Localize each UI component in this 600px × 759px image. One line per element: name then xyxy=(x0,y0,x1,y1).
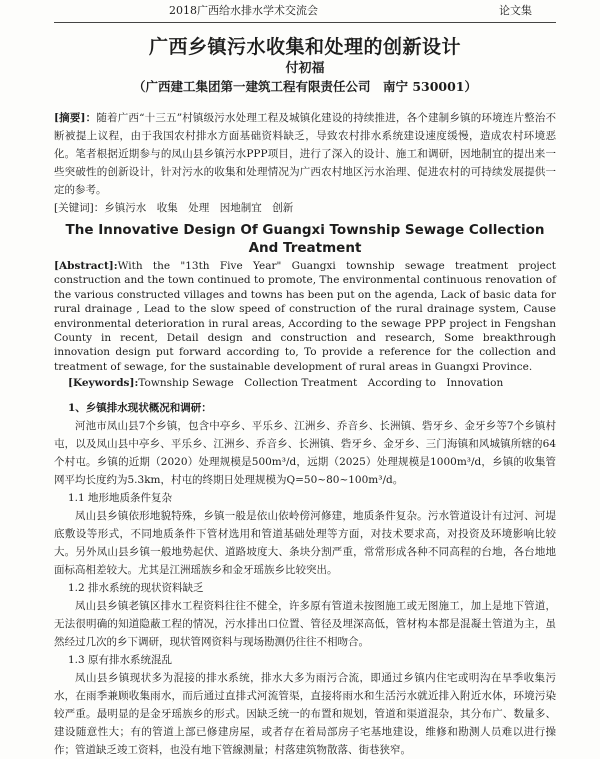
keywords-cn-text: 乡镇污水 收集 处理 因地制宜 创新 xyxy=(104,202,294,214)
keywords-en xyxy=(54,376,556,390)
paper-title: 广西乡镇污水收集和处理的创新设计 xyxy=(148,36,461,58)
author: 付初福 xyxy=(285,61,325,76)
affiliation: （广西建工集团第一建筑工程有限责任公司 南宁 530001） xyxy=(132,79,478,94)
running-header xyxy=(54,0,556,23)
section-1-3-heading: 1.3 原有排水系统混乱 xyxy=(68,653,173,666)
keywords-cn-label: [关键词]： xyxy=(54,202,105,214)
abstract-en-label: [Abstract]: xyxy=(54,260,118,272)
section-1-3-paragraph: 凤山县乡镇现状多为混接的排水系统，排水大多为雨污合流，即通过乡镇内住宅或明沟在旱季收集污水，在雨季兼顾收集雨水，而后通过直排式河流管渠，直接将雨水和生活污水就近排入附近水体，环境污染较严重。最明显的是金牙瑶族乡的形式。因缺乏统一的布置和规划，管道和渠道混杂，其分布广、数量多、建设随意性大；有的管道上部已修建房屋，或者存在着局部房子宅基地建设，维修和勘测人员难以进行操作；管道缺乏竣工资料，也没有地下管線测量；村落建筑物散落、街巷狭窄。 xyxy=(54,671,556,756)
section-1-2-heading: 1.2 排水系统的现状资料缺乏 xyxy=(68,581,204,594)
section-1-1-paragraph: 凤山县乡镇依形地貌特殊，乡镇一般是依山依岭傍河修建，地质条件复杂。污水管道设计有过河、河堤底敷设等形式，不同地质条件下管材选用和管道基础处理等方面，对技术要求高，对投资及环境影响比较大。另外凤山县乡镇一般地势起伏、道路坡度大、条块分割严重，常常形成各种不同高程的台地，各台地地面标高相差较大。尤其是江洲瑶族乡和金牙瑶族乡比较突出。 xyxy=(54,509,556,576)
running-header-left: 2018广西给水排水学术交流会 xyxy=(169,4,318,17)
abstract-cn-label: [摘要]： xyxy=(54,112,97,124)
section-1-1-heading: 1.1 地形地质条件复杂 xyxy=(68,491,173,504)
section-1-2-paragraph: 凤山县乡镇老镇区排水工程资料往往不健全，许多原有管道未按图施工或无图施工，加上是地下管道，无法很明确的知道隐蔽工程的情况，污水排出口位置、管径及埋深高低，管材构本都是混凝土管道为主，虽然经过几次的乡下调研，现状管网资料与现场勘测仍往往不相吻合。 xyxy=(54,599,556,648)
keywords-en-label: [Keywords]: xyxy=(68,377,139,390)
section-1-heading: 1、乡镇排水现状概况和调研： xyxy=(68,401,212,414)
abstract-en xyxy=(54,259,556,374)
paper-title-en: The Innovative Design Of Guangxi Township Sewage Collection And Treatment xyxy=(65,222,545,256)
abstract-en-text: With the "13th Five Year" Guangxi township sewage treatment project construction and the town continued to promote, The environmental continuous renovation of the various constructed villages and towns has been put on the agenda, Lack of basic data for rural drainage , Lead to the slow speed of construction of the rural drainage system, Cause environmental deterioration in rural areas, According to the sewage PPP project in Fengshan County in recent, Detail design and construction and research, Some breakthrough innovation design put forward according to, To provide a reference for the collection and treatment of sewage, for the sustainable development of rural areas in Guangxi Province. xyxy=(54,260,556,373)
keywords-cn xyxy=(54,199,556,217)
section-1-paragraph: 河池市凤山县7个乡镇，包含中亭乡、平乐乡、江洲乡、乔音乡、长洲镇、砦牙乡、金牙乡等7个乡镇村屯，以及凤山县中亭乡、平乐乡、江洲乡、乔音乡、长洲镇、砦牙乡、金牙乡、三门海镇和风城镇所辖的64个村屯。乡镇的近期（2020）处理规模是500m³/d，远期（2025）处理规模是1000m³/d，乡镇的收集管网平均长度约为5.3km，村屯的终期日处理规模为Q=50~80~100m³/d。 xyxy=(54,419,556,486)
running-header-right: 论文集 xyxy=(499,4,532,17)
keywords-en-text: Township Sewage Collection Treatment According to Innovation xyxy=(138,377,504,390)
abstract-cn-text: 随着广西“十三五”村镇级污水处理工程及城镇化建设的持续推进，各个建制乡镇的环境连片整治不断被提上议程，由于我国农村排水方面基础资料缺乏，导致农村排水系统建设速度缓慢，造成农村环境恶化。笔者根据近期参与的凤山县乡镇污水PPP项目，进行了深入的设计、施工和调研，因地制宜的提出来一些突破性的创新设计，针对污水的收集和处理情况为广西农村地区污水治理、促进农村的可持续发展提供一定的参考。 xyxy=(54,112,557,196)
abstract-cn xyxy=(54,109,556,199)
